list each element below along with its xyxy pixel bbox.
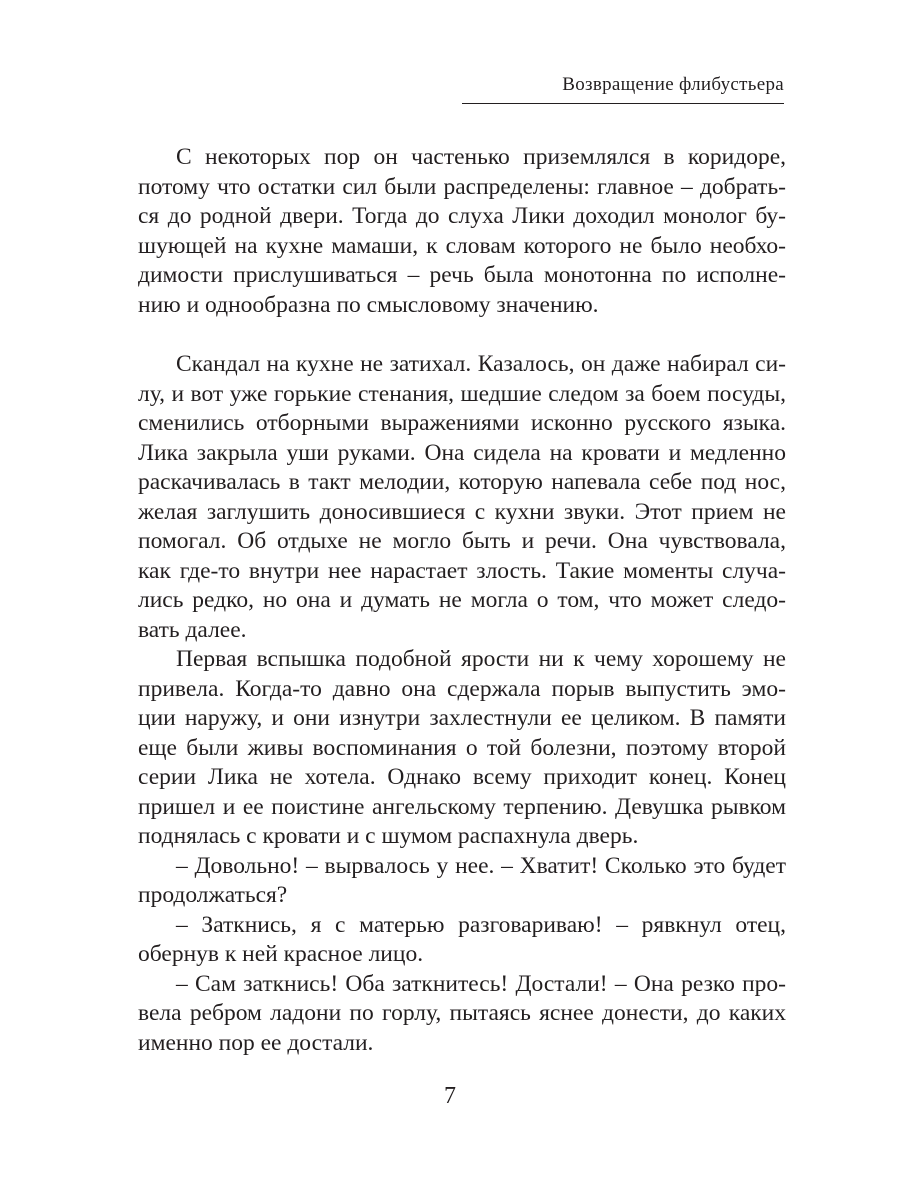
text-line: пришел и ее поистине ангельскому терпению. Девушка рывком	[138, 793, 786, 820]
text-line: – Сам заткнись! Оба заткнитесь! Достали! – Она резко про-	[176, 970, 786, 997]
text-line: продолжаться?	[138, 882, 288, 908]
text-line: ции наружу, и они изнутри захлестнули ее целиком. В памяти	[138, 705, 786, 731]
text-line: привела. Когда-то давно она сдержала порыв выпустить эмо-	[138, 675, 786, 702]
text-line: нию и однообразна по смысловому значению.	[138, 291, 599, 318]
running-head: Возвращение флибустьера	[562, 74, 784, 95]
text-line: потому что остатки сил были распределены: главное – добрать-	[138, 173, 786, 200]
text-line: вела ребром ладони по горлу, пытаясь яснее донести, до каких	[138, 1000, 786, 1026]
text-line: лись редко, но она и думать не могла о том, что может следо-	[138, 587, 786, 613]
text-line: Первая вспышка подобной ярости ни к чему хорошему не	[176, 646, 786, 672]
text-line: серии Лика не хотела. Однако всему приходит конец. Конец	[138, 764, 786, 790]
paragraph-gap	[138, 320, 786, 350]
text-line: димости прислушиваться – речь была монотонна по исполне-	[138, 262, 786, 288]
text-line: ся до родной двери. Тогда до слуха Лики доходил монолог бу-	[138, 203, 786, 229]
text-line: именно пор ее достали.	[138, 1029, 374, 1056]
paragraph-1	[138, 143, 786, 320]
body-text	[138, 143, 786, 1058]
text-line: как где-то внутри нее нарастает злость. Такие моменты случа-	[138, 557, 786, 584]
paragraph-6	[138, 970, 786, 1059]
text-line: шующей на кухне мамаши, к словам которого не было необхо-	[138, 232, 786, 259]
text-line: желая заглушить доносившиеся с кухни звуки. Этот прием не	[138, 498, 786, 525]
header-rule	[462, 103, 784, 104]
text-line: поднялась с кровати и с шумом распахнула дверь.	[138, 823, 639, 849]
paragraph-5	[138, 911, 786, 970]
text-line: обернув к ней красное лицо.	[138, 941, 424, 967]
page-number: 7	[444, 1083, 456, 1109]
text-line: еще были живы воспоминания о той болезни, поэтому второй	[138, 734, 786, 761]
text-line: – Заткнись, я с матерью разговариваю! – рявкнул отец,	[176, 911, 786, 938]
text-line: С некоторых пор он частенько приземлялся в коридоре,	[176, 144, 786, 170]
text-line: Скандал на кухне не затихал. Казалось, он даже набирал си-	[176, 351, 786, 377]
text-line: раскачивалась в такт мелодии, которую напевала себе под нос,	[138, 469, 786, 495]
text-line: Лика закрыла уши руками. Она сидела на кровати и медленно	[138, 439, 786, 466]
text-line: лу, и вот уже горькие стенания, шедшие следом за боем посуды,	[138, 380, 786, 407]
text-line: вать далее.	[138, 616, 247, 643]
paragraph-3	[138, 645, 786, 852]
text-line: помогал. Об отдыхе не могло быть и речи. Она чувствовала,	[138, 528, 786, 554]
text-line: – Довольно! – вырвалось у нее. – Хватит! Сколько это будет	[176, 852, 786, 879]
paragraph-2	[138, 350, 786, 645]
text-line: сменились отборными выражениями исконно русского языка.	[138, 410, 786, 436]
paragraph-4	[138, 852, 786, 911]
